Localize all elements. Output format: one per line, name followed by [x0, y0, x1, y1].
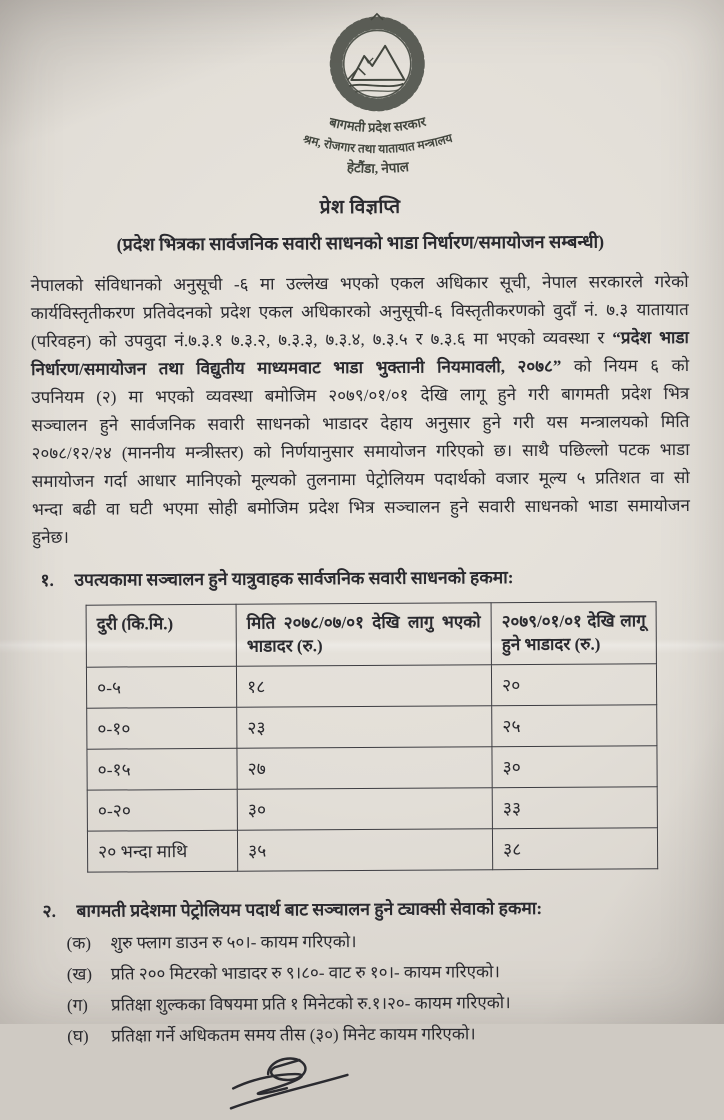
list-item-label: (क): [66, 933, 92, 953]
cell-distance: ०-५: [86, 666, 236, 708]
cell-distance: ०-१५: [87, 748, 237, 790]
body-part1: नेपालको संविधानको अनुसूची -६ मा उल्लेख भएको एकल अधिकार सूची, नेपाल सरकारले गरेको कार्यविस्तृतीकरण प्रतिवेदनको प्रदेश एकल अधिकारको अनुसूची-६ विस्तृतीकरणको वुदाँ नं. ७.३ यातायात (परिवहन) को उपवुदा नं.७.३.१ ७.३.२, ७.३.३, ७.३.४, ७.३.५ र ७.३.६ मा भएको व्यवस्था र: [30, 272, 689, 352]
section1-number: १.: [40, 569, 54, 590]
cell-old-rate: ३०: [237, 788, 492, 831]
list-item: [67, 1022, 724, 1048]
table-row: [87, 828, 657, 872]
handwritten-signature: [221, 1048, 361, 1119]
fare-table-header-row: [86, 602, 656, 667]
cell-new-rate: ३३: [492, 787, 657, 829]
section1-heading: उपत्यकामा सञ्चालन हुने यात्रुवाहक सार्वजनिक सवारी साधनको हकमा:: [74, 567, 514, 590]
cell-distance: ०-२०: [87, 789, 237, 831]
fare-table-header-old-rate: मिति २०७८/०७/०१ देखि लागु भएको भाडादर (रु.): [236, 603, 491, 667]
table-row: [87, 705, 657, 749]
list-item-text: प्रतिक्षा गर्ने अधिकतम समय तीस (३०) मिनेट कायम गरिएको।: [111, 1024, 476, 1046]
mountain-wreath-emblem-icon: [336, 14, 419, 105]
fare-table-header-new-rate: २०७९/०१/०१ देखि लागू हुने भाडादर (रु.): [491, 602, 656, 665]
list-item-label: (ख): [66, 964, 93, 984]
stamp-org-line2-text: श्रम, रोजगार तथा यातायात मन्त्रालय: [301, 130, 454, 156]
list-item: [67, 960, 724, 986]
cell-new-rate: ३०: [492, 746, 657, 788]
cell-distance: २० भन्दा माथि: [87, 830, 237, 872]
page-subtitle: (प्रदेश भित्रका सार्वजनिक सवारी साधनको भाडा निर्धारण/समायोजन सम्बन्धी): [116, 231, 605, 255]
ministry-stamp-svg: [237, 7, 518, 187]
table-row: [87, 746, 657, 790]
cell-new-rate: २०: [491, 664, 656, 706]
body-part3: को नियम ६ को उपनियम (२) मा भएको व्यवस्था बमोजिम २०७९/०१/०१ देखि लागू हुने गरी बागमती प्रदेश भित्र सञ्चालन हुने सार्वजनिक सवारी साधनको भाडादर देहाय अनुसार हुने गरी यस मन्त्रालयको मिति २०७८/१२/२४ (माननीय मन्त्रीस्तर) को निर्णयानुसार समायोजन गरिएको छ। साथै पछिल्लो पटक भाडा समायोजन गर्दा आधार मानिएको मूल्यको तुलनामा पेट्रोलियम पदार्थको वजार मूल्य ५ प्रतिशत वा सो भन्दा बढी वा घटी भएमा सोही बमोजिम प्रदेश भित्र सञ्चालन हुने सवारी साधनको भाडा समायोजन हुनेछ।: [31, 355, 691, 548]
ministry-stamp: [15, 0, 724, 193]
section2-items: [67, 929, 724, 1048]
cell-distance: ०-१०: [87, 707, 237, 749]
list-item-text: शुरु फ्लाग डाउन रु ५०।- कायम गरिएको।: [110, 932, 357, 953]
section2-number: २.: [42, 900, 56, 921]
cell-new-rate: ३८: [492, 828, 657, 870]
list-item-label: (ग): [66, 995, 88, 1015]
fare-table-header-distance: दुरी (कि.मि.): [86, 604, 236, 667]
section1-heading-row: [40, 564, 690, 592]
cell-old-rate: २३: [237, 706, 492, 749]
stamp-org-line3: [345, 158, 410, 176]
body-paragraph: [31, 268, 691, 552]
fare-table: [86, 601, 659, 872]
cell-new-rate: २५: [492, 705, 657, 747]
list-item-text: प्रतिक्षा शुल्कका विषयमा प्रति १ मिनेटको रु.१।२०- कायम गरिएको।: [110, 993, 511, 1015]
cell-old-rate: ३५: [237, 829, 492, 872]
stamp-org-line1: [327, 113, 428, 135]
stamp-org-line1-text: बागमती प्रदेश सरकार: [327, 113, 428, 135]
table-row: [87, 787, 657, 831]
stamp-org-line3-text: हेटौंडा, नेपाल: [346, 158, 410, 176]
page-title: प्रेश विज्ञप्ति: [319, 196, 401, 219]
table-row: [86, 664, 656, 708]
list-item: [67, 929, 724, 955]
section2-heading: बागमती प्रदेशमा पेट्रोलियम पदार्थ बाट सञ्चालन हुने ट्याक्सी सेवाको हकमा:: [76, 897, 543, 921]
list-item: [67, 991, 724, 1017]
list-item-text: प्रति २०० मिटरको भाडादर रु ९।८०- वाट रु १०।- कायम गरिएको।: [110, 962, 500, 984]
cell-old-rate: २७: [237, 747, 492, 790]
section2-heading-row: [42, 895, 692, 923]
body-quoted-regulation: “प्रदेश भाडा निर्धारण/समायोजन तथा विद्युतीय माध्यमवाट भाडा भुक्तानी नियमावली, २०७८”: [31, 327, 689, 380]
list-item-label: (घ): [67, 1026, 89, 1046]
cell-old-rate: १८: [236, 665, 491, 708]
